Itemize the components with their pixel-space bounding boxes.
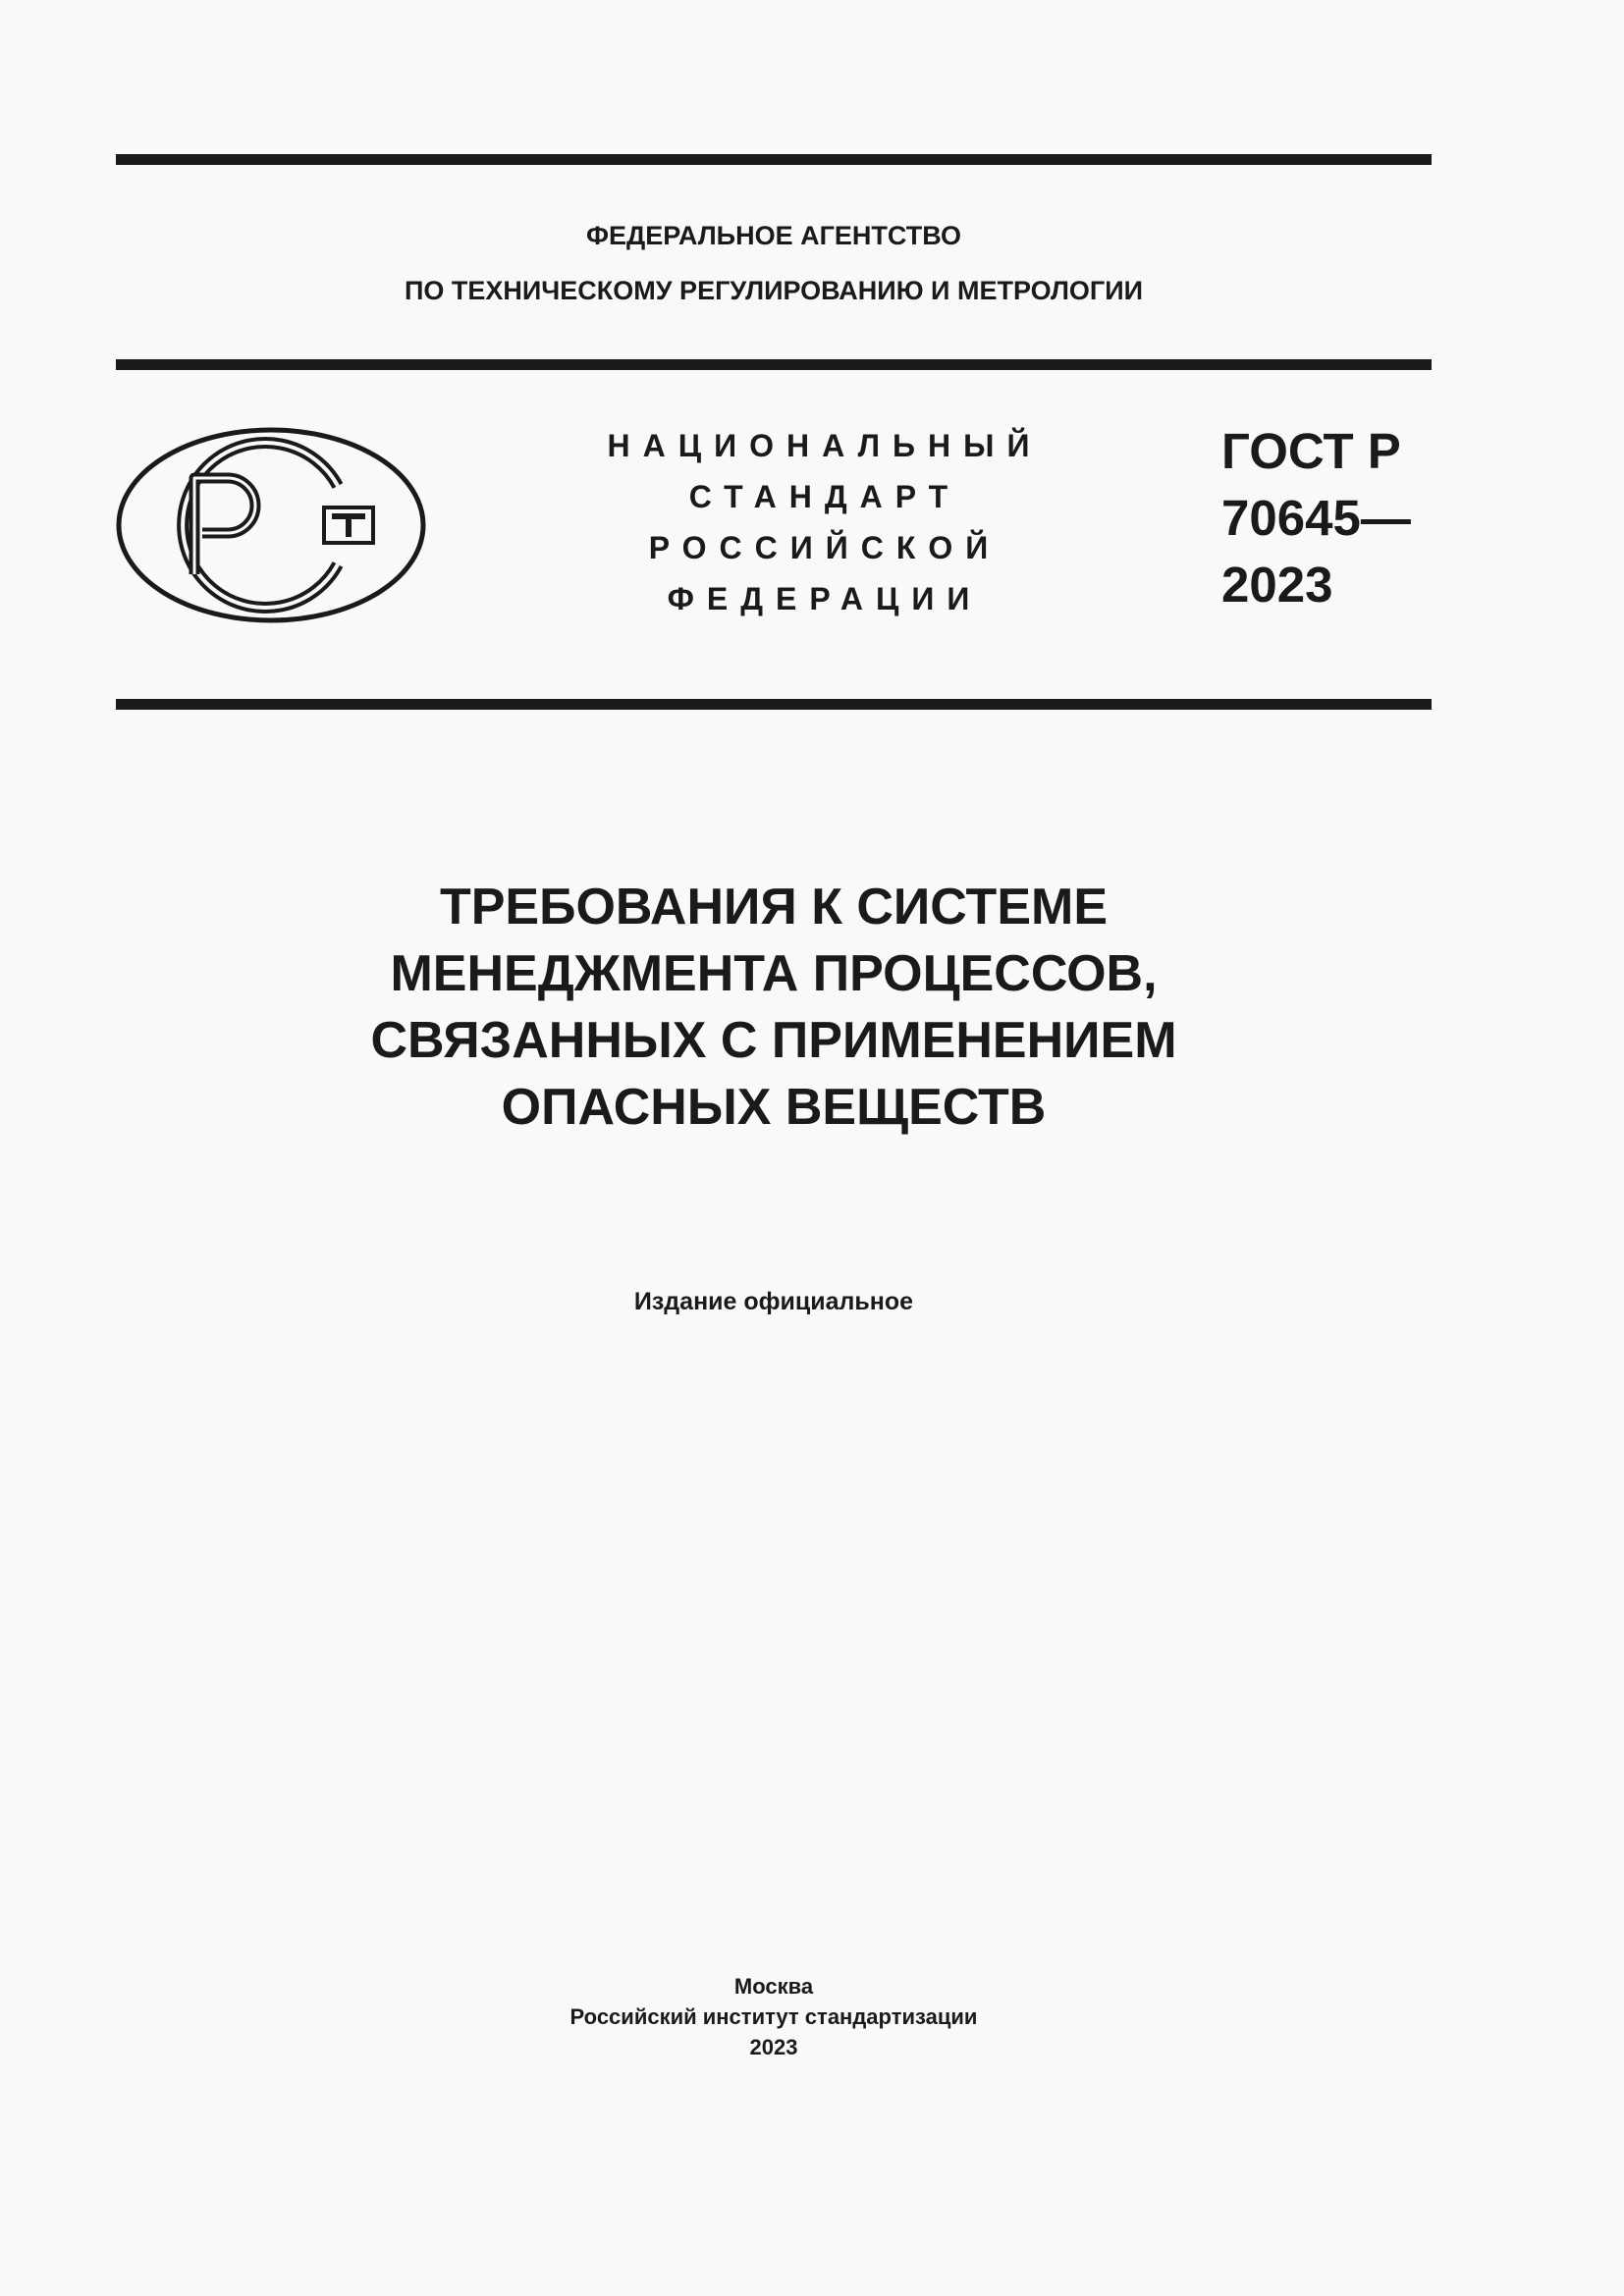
header-rule — [116, 359, 1432, 370]
title-line: МЕНЕДЖМЕНТА ПРОЦЕССОВ, — [390, 945, 1158, 1002]
standard-type-line: СТАНДАРТ — [688, 479, 961, 514]
standard-designation — [1221, 418, 1437, 618]
imprint — [116, 1971, 1432, 2062]
standard-type-line: РОССИЙСКОЙ — [648, 530, 1001, 565]
imprint-city: Москва — [733, 1974, 814, 1999]
title-line: ТРЕБОВАНИЯ К СИСТЕМЕ — [439, 879, 1109, 935]
masthead-bottom-rule — [116, 699, 1432, 710]
top-rule — [116, 154, 1432, 165]
standard-type-line: ФЕДЕРАЦИИ — [667, 581, 983, 616]
designation-line: 70645— — [1221, 490, 1411, 546]
document-title — [116, 874, 1432, 1141]
standard-type — [589, 420, 1060, 624]
standard-type-line: НАЦИОНАЛЬНЫЙ — [607, 428, 1043, 463]
edition-note: Издание официальное — [633, 1288, 914, 1315]
title-line: СВЯЗАННЫХ С ПРИМЕНЕНИЕМ — [370, 1012, 1177, 1069]
imprint-year: 2023 — [749, 2035, 798, 2059]
designation-line: 2023 — [1221, 557, 1333, 613]
agency-name-line2: ПО ТЕХНИЧЕСКОМУ РЕГУЛИРОВАНИЮ И МЕТРОЛОГИИ — [404, 276, 1144, 305]
rst-certification-mark-icon — [116, 427, 426, 623]
title-line: ОПАСНЫХ ВЕЩЕСТВ — [501, 1079, 1047, 1136]
agency-name-line1: ФЕДЕРАЛЬНОЕ АГЕНТСТВО — [585, 221, 962, 250]
imprint-publisher: Российский институт стандартизации — [569, 2004, 978, 2029]
designation-line: ГОСТ Р — [1221, 423, 1401, 479]
